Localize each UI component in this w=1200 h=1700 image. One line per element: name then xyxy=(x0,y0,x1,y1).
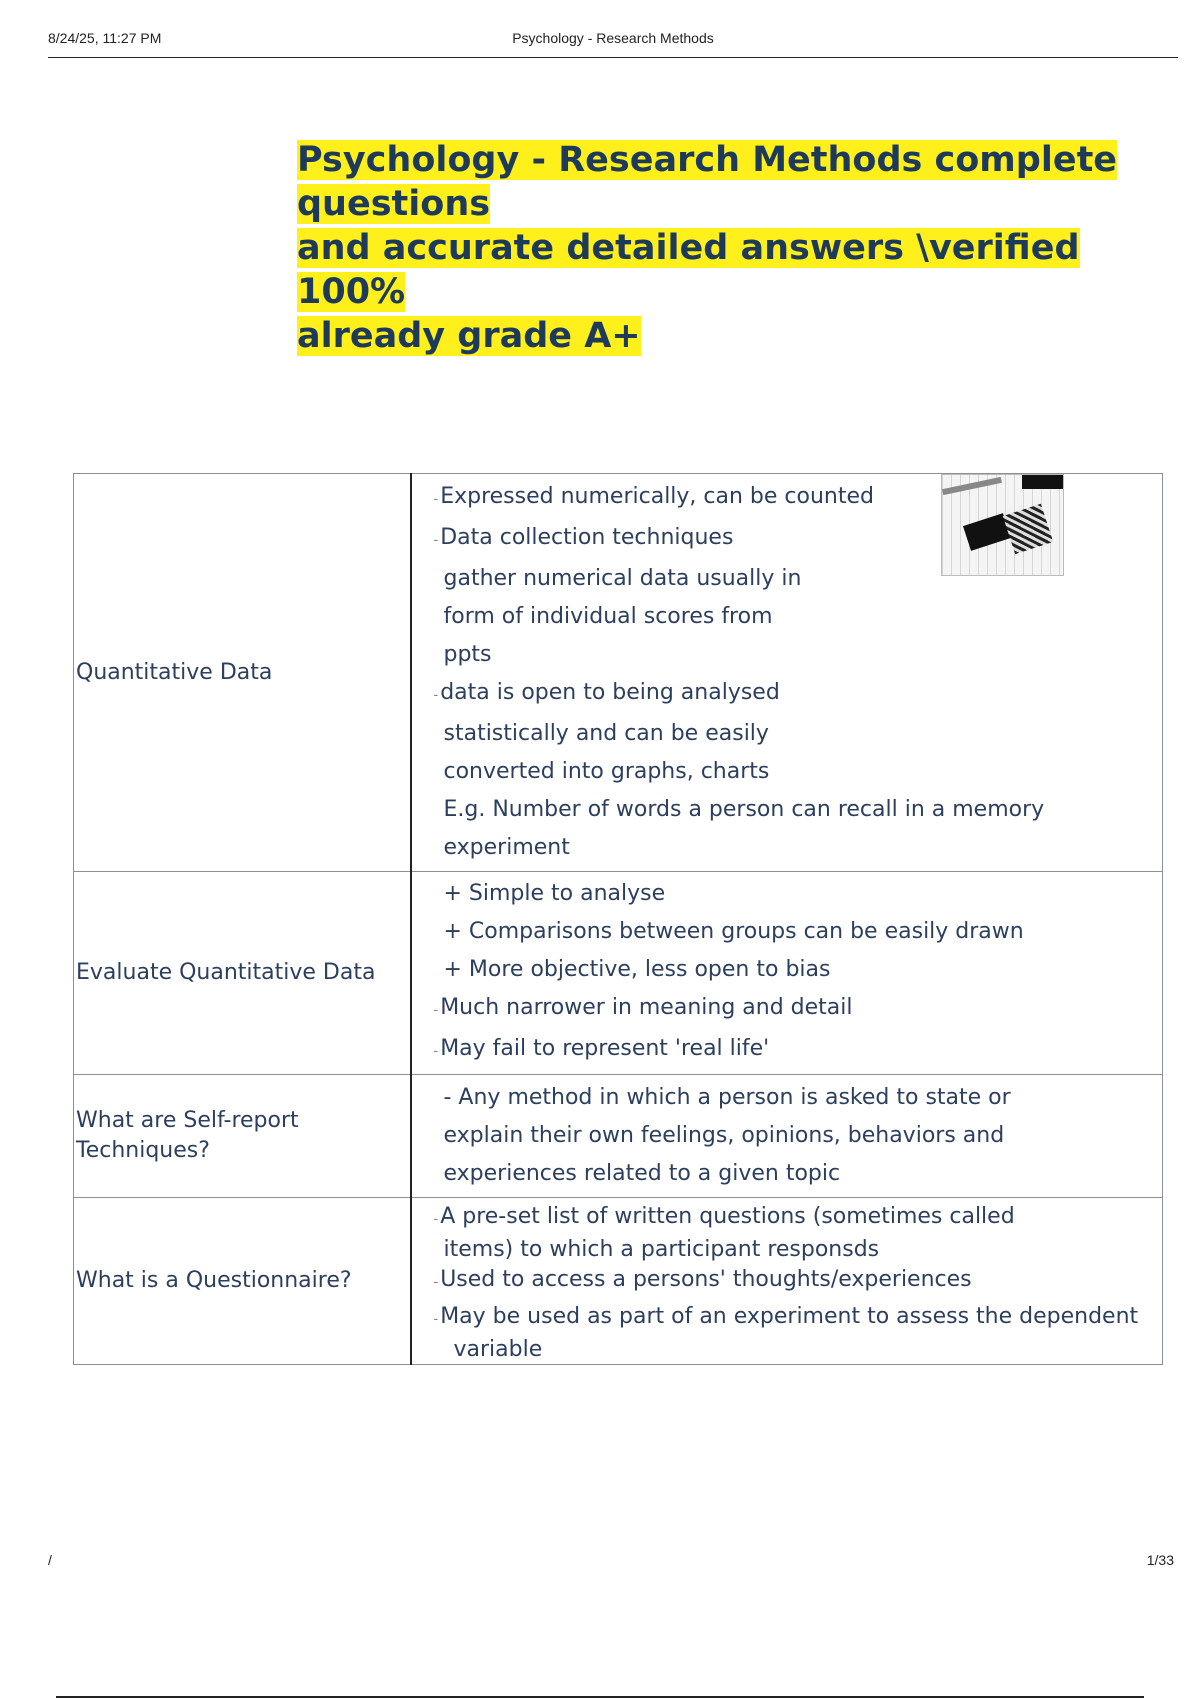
definition-line: gather numerical data usually in xyxy=(443,566,802,591)
title-line: and accurate detailed answers \verified 100% xyxy=(297,228,1080,312)
definition-line: explain their own feelings, opinions, behaviors and xyxy=(443,1123,1005,1148)
print-header xyxy=(48,28,1178,58)
definition-line: -data is open to being analysed xyxy=(433,680,780,705)
document-title xyxy=(297,138,1197,358)
definition-line: experiment xyxy=(443,835,570,860)
flashcard-table xyxy=(73,473,1163,1365)
table-row xyxy=(74,1075,1163,1198)
print-date: 8/24/25, 11:27 PM xyxy=(48,30,162,46)
definition-line: -Data collection techniques xyxy=(433,525,734,550)
table-row xyxy=(74,1198,1163,1365)
term-cell: What is a Questionnaire? xyxy=(74,1198,411,1365)
term-cell: Evaluate Quantitative Data xyxy=(74,872,411,1075)
title-line: already grade A+ xyxy=(297,316,641,356)
definition-line: form of individual scores from xyxy=(443,604,773,629)
term-cell xyxy=(74,1075,411,1198)
footer-url: / xyxy=(48,1552,52,1568)
term-line: Techniques? xyxy=(76,1138,210,1163)
definition-line: -Much narrower in meaning and detail xyxy=(433,995,853,1020)
page-number: 1/33 xyxy=(1146,1552,1174,1568)
definition-line: -A pre-set list of written questions (sometimes called xyxy=(433,1203,1015,1229)
print-title: Psychology - Research Methods xyxy=(512,30,714,46)
definition-line: - Any method in which a person is asked to state or xyxy=(443,1085,1011,1110)
definition-line: + Comparisons between groups can be easily drawn xyxy=(443,919,1024,944)
definition-cell xyxy=(411,1198,1163,1365)
definition-line: -May be used as part of an experiment to assess the dependent xyxy=(433,1303,1139,1329)
definition-line: + More objective, less open to bias xyxy=(443,957,831,982)
definition-line: E.g. Number of words a person can recall in a memory xyxy=(443,797,1045,822)
term-cell: Quantitative Data xyxy=(74,474,411,872)
definition-line: converted into graphs, charts xyxy=(443,759,770,784)
definition-line: -May fail to represent 'real life' xyxy=(433,1036,770,1061)
definition-line: statistically and can be easily xyxy=(443,721,769,746)
table-row xyxy=(74,872,1163,1075)
definition-line: ppts xyxy=(443,642,492,667)
definition-line: experiences related to a given topic xyxy=(443,1161,841,1186)
definition-line: -Used to access a persons' thoughts/experiences xyxy=(433,1266,972,1292)
definition-cell xyxy=(411,474,1163,872)
spreadsheet-thumbnail-image xyxy=(941,474,1064,576)
definition-line: items) to which a participant responsds xyxy=(443,1236,880,1262)
definition-line: + Simple to analyse xyxy=(443,881,666,906)
definition-line: -Expressed numerically, can be counted xyxy=(433,484,874,509)
title-line: Psychology - Research Methods complete questions xyxy=(297,140,1118,224)
table-row xyxy=(74,474,1163,872)
bottom-divider xyxy=(56,1696,1144,1698)
definition-line: variable xyxy=(453,1336,543,1362)
definition-cell xyxy=(411,872,1163,1075)
term-line: What are Self-report xyxy=(76,1108,299,1133)
definition-cell xyxy=(411,1075,1163,1198)
